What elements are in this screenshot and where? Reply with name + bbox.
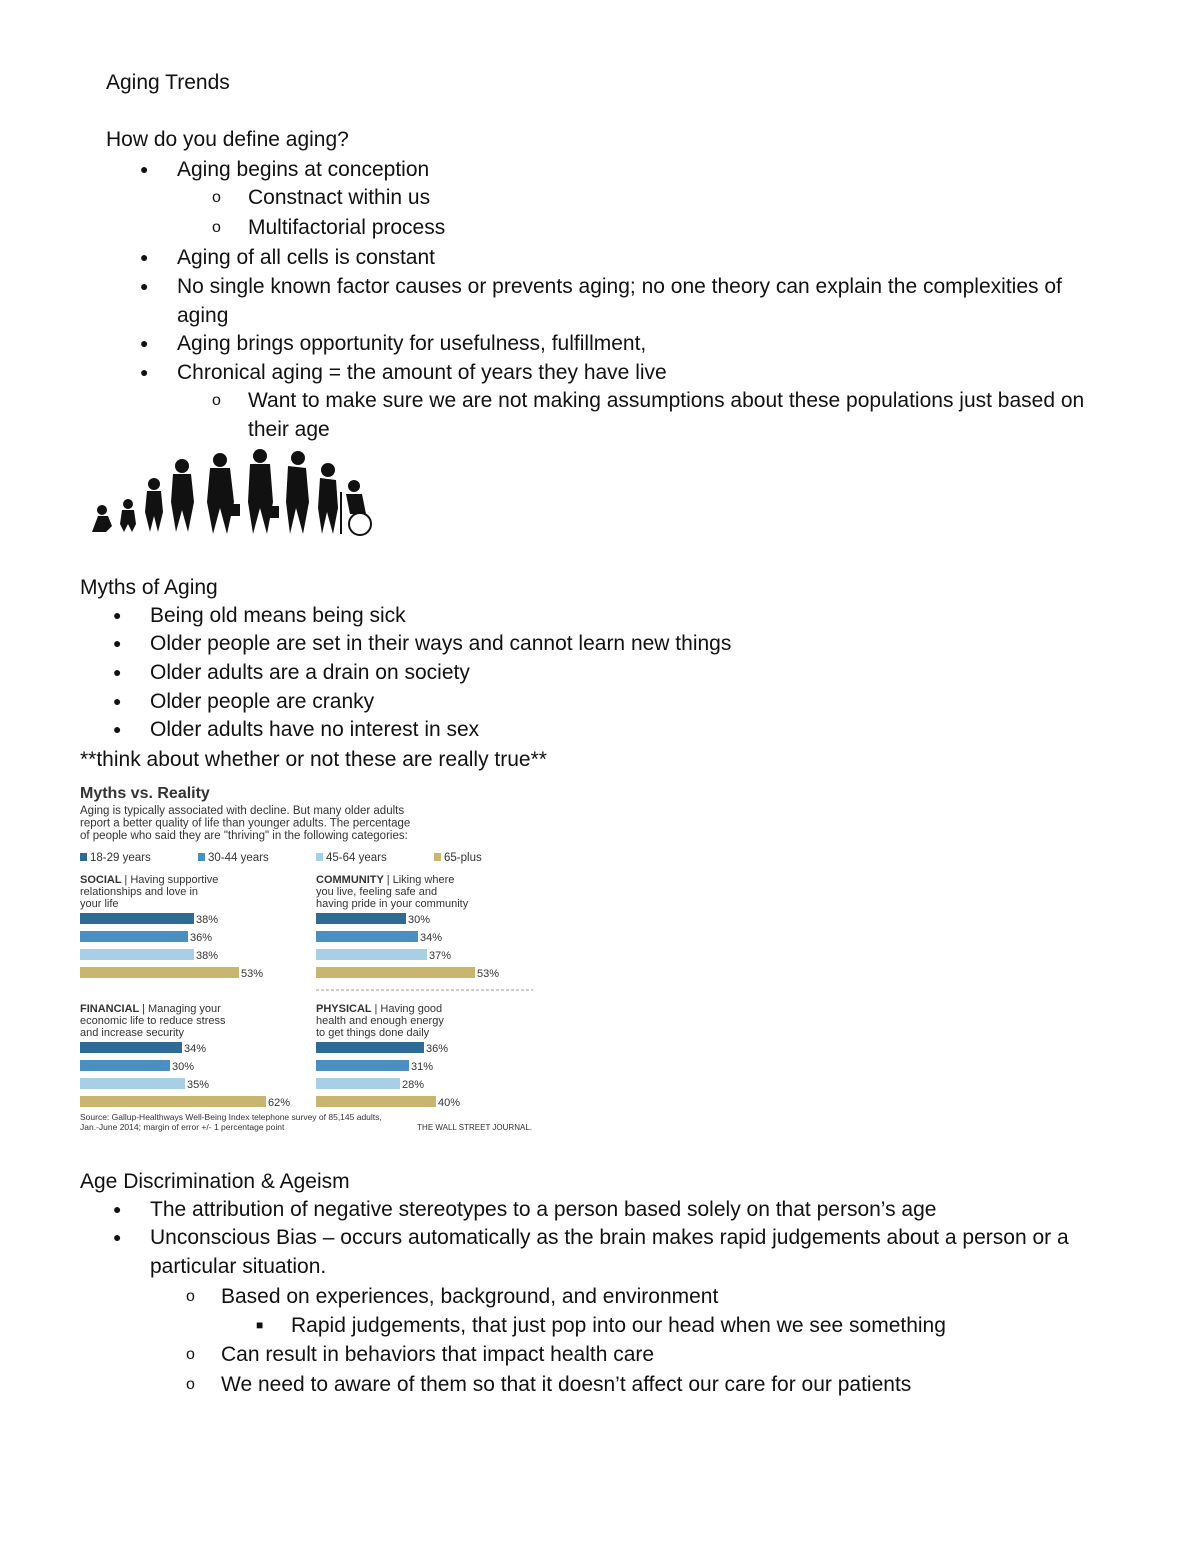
legend-swatch bbox=[316, 853, 323, 861]
panel-description: | Liking where bbox=[386, 874, 455, 886]
bar bbox=[316, 1060, 409, 1071]
bullet-icon: ● bbox=[113, 664, 122, 680]
bar bbox=[316, 967, 475, 978]
bar bbox=[80, 913, 194, 924]
bar bbox=[80, 1042, 182, 1053]
circle-bullet-icon: o bbox=[186, 1376, 195, 1393]
bar bbox=[316, 1042, 424, 1053]
chart-credit: THE WALL STREET JOURNAL. bbox=[417, 1123, 532, 1132]
bar bbox=[80, 967, 239, 978]
panel-description: | Having supportive bbox=[124, 874, 219, 886]
panel-description: to get things done daily bbox=[316, 1027, 430, 1039]
panel-category: PHYSICAL bbox=[316, 1003, 375, 1015]
panel-description: | Having good bbox=[374, 1003, 443, 1015]
bullet-icon: ● bbox=[140, 278, 149, 294]
bar-value-label: 35% bbox=[187, 1079, 210, 1091]
panel-description: you live, feeling safe and bbox=[316, 886, 438, 898]
bullet-icon: ● bbox=[113, 635, 122, 651]
legend-label: 30-44 years bbox=[208, 852, 269, 864]
sub-bullet-text: Multifactorial process bbox=[248, 216, 446, 239]
bullet-icon: ● bbox=[113, 607, 122, 623]
myths-vs-reality-chart bbox=[78, 778, 538, 1136]
bar-value-label: 53% bbox=[477, 968, 500, 980]
sub-bullet-text: Can result in behaviors that impact health care bbox=[221, 1343, 655, 1366]
chart-source: Source: Gallup-Healthways Well-Being Index telephone survey of 85,145 adults, bbox=[80, 1112, 382, 1122]
myths-heading: Myths of Aging bbox=[80, 576, 218, 599]
ageism-heading: Age Discrimination & Ageism bbox=[80, 1170, 350, 1193]
bullet-text: No single known factor causes or prevents aging; no one theory can explain the complexities of aging bbox=[177, 275, 1062, 327]
chart-source: Jan.-June 2014; margin of error +/- 1 percentage point bbox=[80, 1122, 285, 1132]
bar-value-label: 37% bbox=[429, 950, 452, 962]
panel-title bbox=[80, 1003, 221, 1015]
bar-value-label: 62% bbox=[268, 1097, 291, 1109]
panel-category: SOCIAL bbox=[80, 874, 125, 886]
bar-value-label: 40% bbox=[438, 1097, 461, 1109]
bullet-icon: ● bbox=[113, 1229, 122, 1245]
circle-bullet-icon: o bbox=[212, 219, 221, 236]
panel-description: health and enough energy bbox=[316, 1015, 444, 1027]
bar bbox=[80, 1096, 266, 1107]
bullet-icon: ● bbox=[140, 335, 149, 351]
document-title: Aging Trends bbox=[106, 71, 230, 94]
bullet-icon: ● bbox=[113, 721, 122, 737]
bullet-icon: ● bbox=[140, 249, 149, 265]
bullet-icon: ● bbox=[140, 364, 149, 380]
circle-bullet-icon: o bbox=[212, 189, 221, 206]
bullet-icon: ● bbox=[140, 161, 149, 177]
myth-item: Older people are set in their ways and cannot learn new things bbox=[150, 632, 732, 655]
bullet-text: Unconscious Bias – occurs automatically as the brain makes rapid judgements about a person or a particular situation. bbox=[150, 1226, 1069, 1278]
bar bbox=[316, 931, 418, 942]
bar-value-label: 30% bbox=[408, 914, 431, 926]
panel-description: and increase security bbox=[80, 1027, 184, 1039]
circle-bullet-icon: o bbox=[186, 1346, 195, 1363]
panel-description: economic life to reduce stress bbox=[80, 1015, 226, 1027]
bar bbox=[316, 1078, 400, 1089]
chart-subtitle: of people who said they are "thriving" in the following categories: bbox=[80, 830, 408, 842]
panel-description: your life bbox=[80, 898, 119, 910]
bar bbox=[80, 1078, 185, 1089]
bar bbox=[80, 931, 188, 942]
panel-description: having pride in your community bbox=[316, 898, 469, 910]
legend-label: 65-plus bbox=[444, 852, 482, 864]
bar-value-label: 31% bbox=[411, 1061, 434, 1073]
panel-description: | Managing your bbox=[142, 1003, 221, 1015]
myths-note: **think about whether or not these are really true** bbox=[80, 748, 547, 771]
bar bbox=[316, 949, 427, 960]
legend-label: 45-64 years bbox=[326, 852, 387, 864]
panel-category: FINANCIAL bbox=[80, 1003, 143, 1015]
chart-subtitle: Aging is typically associated with decline. But many older adults bbox=[80, 805, 405, 817]
panel-title bbox=[316, 1003, 442, 1015]
panel-category: COMMUNITY bbox=[316, 874, 387, 886]
sub-bullet-text: Based on experiences, background, and environment bbox=[221, 1285, 719, 1308]
bar-value-label: 38% bbox=[196, 950, 219, 962]
bar-value-label: 30% bbox=[172, 1061, 195, 1073]
legend-swatch bbox=[198, 853, 205, 861]
aging-silhouettes-illustration bbox=[84, 448, 376, 544]
panel-title bbox=[316, 874, 454, 886]
bar bbox=[80, 1060, 170, 1071]
bullet-text: Aging of all cells is constant bbox=[177, 246, 435, 269]
myth-item: Older people are cranky bbox=[150, 690, 375, 713]
bullet-text: Chronical aging = the amount of years they have live bbox=[177, 361, 667, 384]
legend-swatch bbox=[80, 853, 87, 861]
bar-value-label: 38% bbox=[196, 914, 219, 926]
sub-bullet-text: We need to aware of them so that it doesn’t affect our care for our patients bbox=[221, 1373, 912, 1396]
bullet-text: The attribution of negative stereotypes to a person based solely on that person’s age bbox=[150, 1198, 937, 1221]
bar-value-label: 36% bbox=[426, 1043, 449, 1055]
legend-label: 18-29 years bbox=[90, 852, 151, 864]
circle-bullet-icon: o bbox=[212, 392, 221, 409]
bar-value-label: 36% bbox=[190, 932, 213, 944]
myth-item: Older adults have no interest in sex bbox=[150, 718, 480, 741]
circle-bullet-icon: o bbox=[186, 1288, 195, 1305]
bullet-icon: ● bbox=[113, 1201, 122, 1217]
legend-swatch bbox=[434, 853, 441, 861]
bullet-text: Aging begins at conception bbox=[177, 158, 430, 181]
bar-value-label: 34% bbox=[184, 1043, 207, 1055]
panel-title bbox=[80, 874, 218, 886]
question-heading: How do you define aging? bbox=[106, 128, 349, 151]
bar bbox=[316, 913, 406, 924]
myth-item: Older adults are a drain on society bbox=[150, 661, 470, 684]
bullet-text: Aging brings opportunity for usefulness, fulfillment, bbox=[177, 332, 647, 355]
sub-sub-bullet-text: Rapid judgements, that just pop into our head when we see something bbox=[291, 1314, 946, 1337]
bar-value-label: 34% bbox=[420, 932, 443, 944]
square-bullet-icon: ■ bbox=[256, 1318, 264, 1332]
sub-bullet-text: Want to make sure we are not making assumptions about these populations just based on their age bbox=[248, 389, 1085, 441]
myth-item: Being old means being sick bbox=[150, 604, 406, 627]
chart-subtitle: report a better quality of life than younger adults. The percentage bbox=[80, 817, 411, 830]
chart-title: Myths vs. Reality bbox=[80, 785, 210, 802]
bar-value-label: 53% bbox=[241, 968, 264, 980]
sub-bullet-text: Constnact within us bbox=[248, 186, 431, 209]
bullet-icon: ● bbox=[113, 693, 122, 709]
panel-description: relationships and love in bbox=[80, 886, 199, 898]
bar bbox=[316, 1096, 436, 1107]
bar bbox=[80, 949, 194, 960]
bar-value-label: 28% bbox=[402, 1079, 425, 1091]
